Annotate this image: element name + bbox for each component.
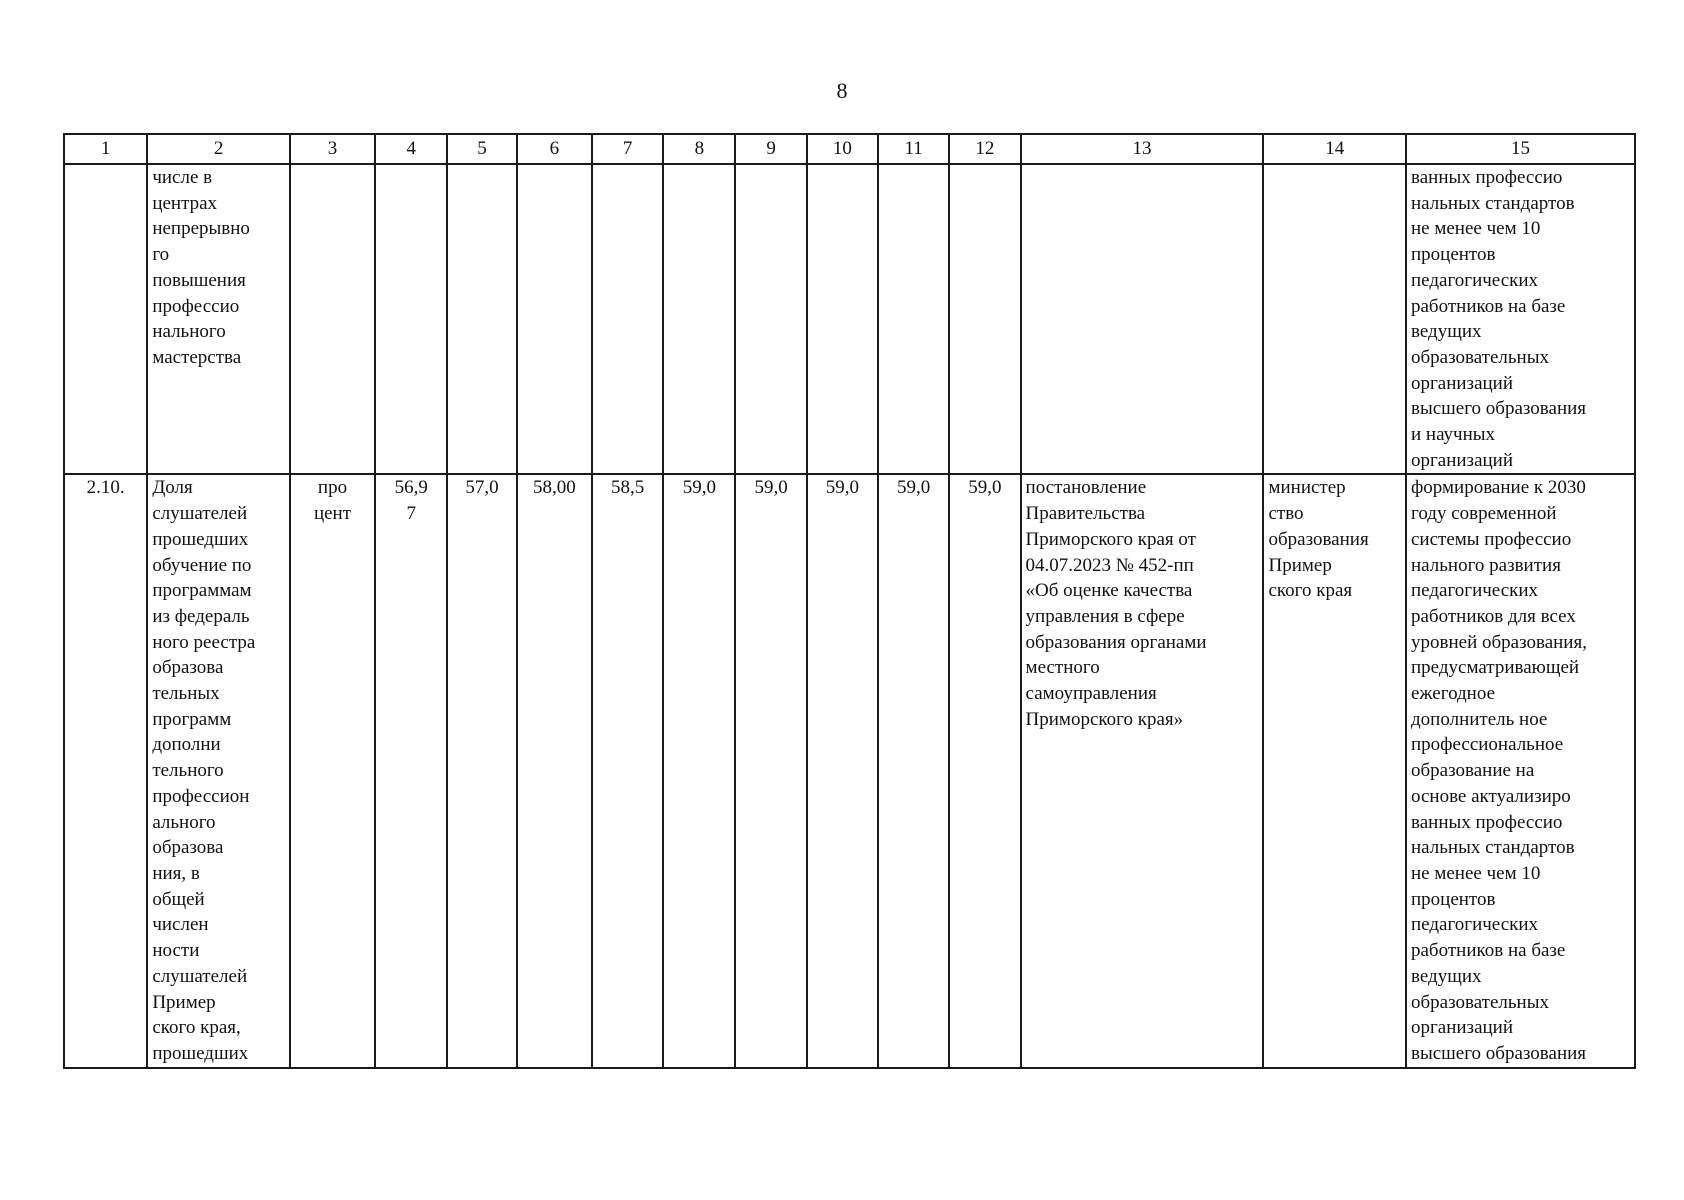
row1-indicator-cell <box>147 164 290 474</box>
row1-cell-12 <box>949 164 1020 474</box>
row2-value-cell-10: 59,0 <box>807 474 878 1068</box>
row2-value-cell-6: 58,00 <box>517 474 592 1068</box>
row1-cell-6 <box>517 164 592 474</box>
row2-responsible-cell <box>1263 474 1406 1068</box>
header-cell-9: 9 <box>735 134 806 164</box>
row2-value-cell-12: 59,0 <box>949 474 1020 1068</box>
row1-cell-5 <box>447 164 516 474</box>
row2-value-cell-8: 59,0 <box>663 474 735 1068</box>
row2-value-cell-9: 59,0 <box>735 474 806 1068</box>
header-cell-2: 2 <box>147 134 290 164</box>
row2-goal-text: формирование к 2030 году современной системы профессио нального развития педагогических работников для всех уровней образования, предусматривающей ежегодное дополнитель ное профессиональное образование на основе актуализиро ванных профессио нальных стандартов не менее чем 10 процентов педагогических работников на базе ведущих образовательных организаций высшего образования <box>1411 477 1587 1064</box>
header-cell-12: 12 <box>949 134 1020 164</box>
indicator-table <box>63 133 1636 1069</box>
row1-cell-9 <box>735 164 806 474</box>
header-cell-4: 4 <box>375 134 447 164</box>
row1-cell-13 <box>1021 164 1264 474</box>
row2-responsible-text: министер ство образования Пример ского края <box>1268 477 1369 602</box>
header-cell-15: 15 <box>1406 134 1635 164</box>
row2-unit: про цент <box>313 477 352 525</box>
row1-cell-3 <box>290 164 375 474</box>
header-cell-11: 11 <box>878 134 949 164</box>
row2-unit-cell <box>290 474 375 1068</box>
row2-base-value: 56,9 7 <box>394 477 428 525</box>
row1-cell-8 <box>663 164 735 474</box>
row2-document-text: постановление Правительства Приморского края от 04.07.2023 № 452-пп «Об оценке качества управления в сфере образования органами местного самоуправления Приморского края» <box>1025 477 1207 730</box>
row1-number-cell <box>64 164 147 474</box>
page-number: 8 <box>836 78 848 103</box>
header-cell-3: 3 <box>290 134 375 164</box>
row1-cell-14 <box>1263 164 1406 474</box>
row2-number-cell <box>64 474 147 1068</box>
row2-document-cell <box>1021 474 1264 1068</box>
header-cell-13: 13 <box>1021 134 1264 164</box>
header-cell-7: 7 <box>592 134 663 164</box>
row1-indicator-text: числе в центрах непрерывно го повышения профессио нального мастерства <box>152 167 250 368</box>
row2-indicator-cell <box>147 474 290 1068</box>
row1-cell-10 <box>807 164 878 474</box>
row2-value-cell-5: 57,0 <box>447 474 516 1068</box>
header-row <box>64 134 1635 164</box>
header-cell-14: 14 <box>1263 134 1406 164</box>
header-cell-5: 5 <box>447 134 516 164</box>
header-cell-10: 10 <box>807 134 878 164</box>
header-cell-1: 1 <box>64 134 147 164</box>
row2-indicator-text: Доля слушателей прошедших обучение по программам из федераль ного реестра образова тельных программ дополни тельного профессион ального образова ния, в общей числен ности слушателей Пример ского края, прошедших <box>152 477 256 1064</box>
row2-value-cell-11: 59,0 <box>878 474 949 1068</box>
row1-goal-text: ванных профессио нальных стандартов не менее чем 10 процентов педагогических работников на базе ведущих образовательных организаций высшего образования и научных организаций <box>1411 167 1587 471</box>
header-cell-8: 8 <box>663 134 735 164</box>
table-row <box>64 164 1635 474</box>
row2-base-value-cell <box>375 474 447 1068</box>
row2-value-cell-7: 58,5 <box>592 474 663 1068</box>
header-cell-6: 6 <box>517 134 592 164</box>
row2-goal-cell <box>1406 474 1635 1068</box>
table-row <box>64 474 1635 1068</box>
row1-goal-cell <box>1406 164 1635 474</box>
row1-cell-4 <box>375 164 447 474</box>
row2-number: 2.10. <box>86 477 125 499</box>
row1-cell-7 <box>592 164 663 474</box>
row1-cell-11 <box>878 164 949 474</box>
